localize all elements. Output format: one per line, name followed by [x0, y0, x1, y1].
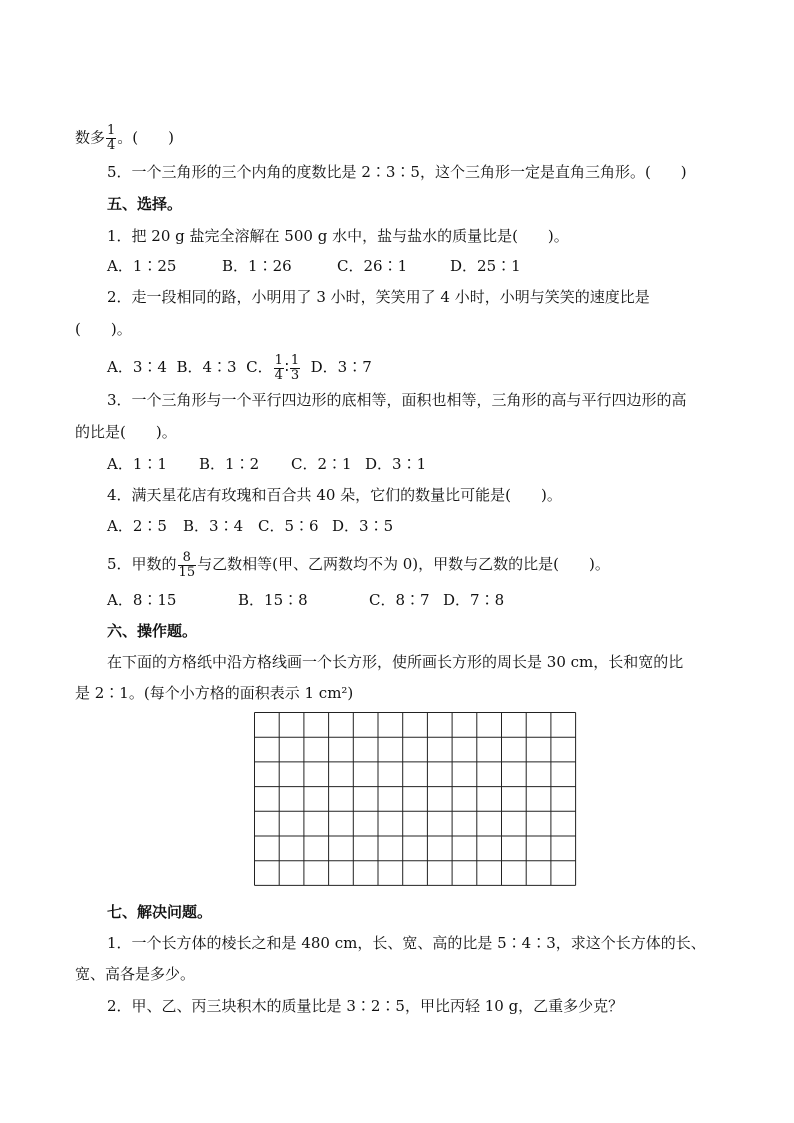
- choice-question-3-options: [107, 454, 426, 474]
- choice-question-5: [107, 549, 610, 580]
- option-a: A．1∶25: [107, 257, 177, 275]
- choice-question-1-options: [107, 256, 521, 276]
- option-d: D．3∶1: [365, 455, 427, 473]
- option-a: A．1∶1: [107, 455, 167, 473]
- text: 5．甲数的: [107, 555, 177, 573]
- option-b: B．1∶26: [222, 257, 292, 275]
- option-a: A．2∶5: [107, 517, 167, 535]
- fraction-one-quarter: [106, 124, 116, 153]
- operation-question-line1: 在下面的方格纸中沿方格线画一个长方形，使所画长方形的周长是 30 cm，长和宽的比: [107, 653, 684, 671]
- operation-question-line2: 是 2∶1。(每个小方格的面积表示 1 cm²): [75, 684, 354, 702]
- judge-question-5: 5．一个三角形的三个内角的度数比是 2∶3∶5，这个三角形一定是直角三角形。( ): [107, 163, 687, 181]
- frac-den: 4: [274, 367, 283, 383]
- frac-den: 3: [290, 367, 300, 383]
- choice-question-4-options: [107, 516, 393, 536]
- option-c: C．26∶1: [337, 257, 408, 275]
- frac-num: 8: [178, 551, 197, 566]
- choice-question-4: 4．满天星花店有玫瑰和百合共 40 朵，它们的数量比可能是( )。: [107, 486, 562, 504]
- grid-svg[interactable]: [254, 712, 578, 887]
- fraction-eight-fifteenths: [178, 551, 197, 580]
- frac-den: 4: [107, 138, 116, 153]
- text: 数多: [75, 128, 106, 147]
- choice-question-5-options: [107, 590, 504, 610]
- option-b: B．4∶3: [176, 358, 237, 376]
- solve-question-1-line2: 宽、高各是多少。: [75, 965, 196, 983]
- option-c-label: C．: [246, 358, 273, 376]
- section-5-heading: 五、选择。: [107, 195, 183, 213]
- option-b: B．3∶4: [183, 517, 244, 535]
- frac-num: 1: [107, 123, 116, 138]
- option-c: C．5∶6: [258, 517, 319, 535]
- choice-question-3-line1: 3．一个三角形与一个平行四边形的底相等，面积也相等，三角形的高与平行四边形的高: [107, 391, 687, 409]
- solve-question-2: 2．甲、乙、丙三块积木的质量比是 3∶2∶5，甲比丙轻 10 g，乙重多少克？: [107, 997, 624, 1015]
- option-d: D．3∶5: [332, 517, 394, 535]
- prev-question-tail: [75, 124, 174, 153]
- grid-paper[interactable]: [254, 712, 578, 891]
- choice-question-2-options: [107, 352, 372, 383]
- option-c: C．2∶1: [291, 455, 352, 473]
- option-d: D．3∶7: [310, 358, 372, 376]
- fraction-one-third: [290, 354, 300, 383]
- option-b: B．1∶2: [199, 455, 260, 473]
- frac-num: 1: [274, 352, 283, 368]
- option-d: D．7∶8: [443, 591, 505, 609]
- solve-question-1-line1: 1．一个长方体的棱长之和是 480 cm，长、宽、高的比是 5∶4∶3，求这个长方体的长、: [107, 934, 706, 952]
- frac-num: 1: [290, 352, 300, 368]
- section-7-heading: 七、解决问题。: [107, 903, 213, 921]
- choice-question-2-line1: 2．走一段相同的路，小明用了 3 小时，笑笑用了 4 小时，小明与笑笑的速度比是: [107, 288, 650, 306]
- option-b: B．15∶8: [238, 591, 308, 609]
- option-d: D．25∶1: [450, 257, 521, 275]
- option-a: A．8∶15: [107, 591, 177, 609]
- ratio-sign: ∶: [284, 358, 289, 376]
- option-a: A．3∶4: [107, 358, 167, 376]
- fraction-one-quarter: [274, 354, 284, 383]
- option-c: C．8∶7: [369, 591, 430, 609]
- choice-question-2-line2: ( )。: [75, 320, 132, 338]
- section-6-heading: 六、操作题。: [107, 622, 198, 640]
- frac-den: 15: [178, 564, 196, 580]
- choice-question-1: 1．把 20 g 盐完全溶解在 500 g 水中，盐与盐水的质量比是( )。: [107, 227, 569, 245]
- option-c: [246, 352, 301, 383]
- text: 与乙数相等(甲、乙两数均不为 0)，甲数与乙数的比是( )。: [197, 555, 610, 573]
- choice-question-3-line2: 的比是( )。: [75, 423, 177, 441]
- answer-blank: 。( ): [117, 128, 175, 147]
